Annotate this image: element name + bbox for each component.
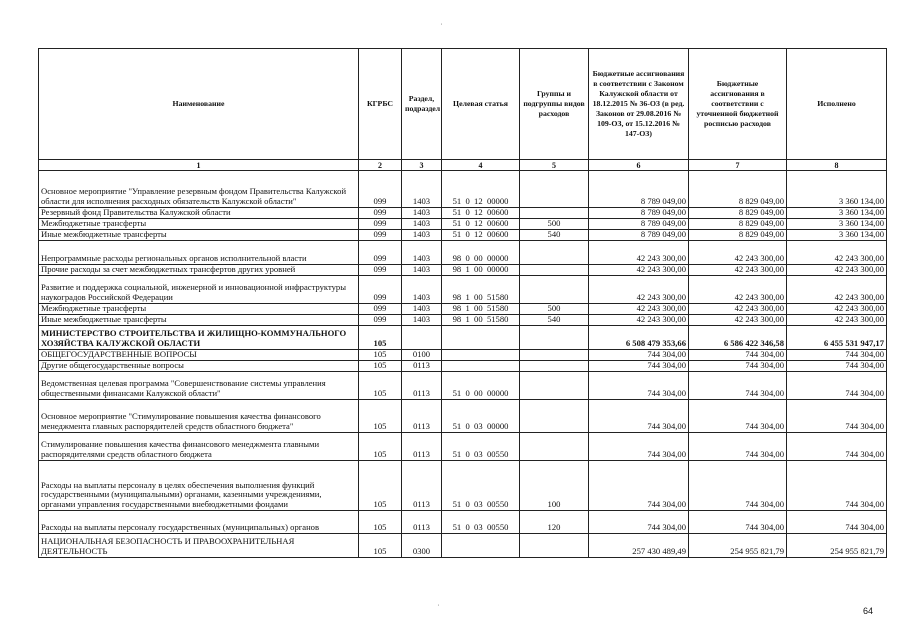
header-row bbox=[39, 49, 887, 160]
row-executed-amount: 42 243 300,00 bbox=[787, 304, 887, 315]
row-executed-amount: 3 360 134,00 bbox=[787, 230, 887, 241]
column-number: 2 bbox=[359, 160, 402, 171]
row-section: 0113 bbox=[402, 361, 442, 372]
row-plan-amount: 42 243 300,00 bbox=[689, 276, 787, 304]
row-target: 51 0 12 00600 bbox=[442, 219, 520, 230]
row-kgrbs: 105 bbox=[359, 326, 402, 350]
row-group bbox=[520, 372, 589, 400]
row-executed-amount: 42 243 300,00 bbox=[787, 276, 887, 304]
row-group: 120 bbox=[520, 511, 589, 534]
row-law-amount: 744 304,00 bbox=[589, 433, 689, 461]
row-group bbox=[520, 361, 589, 372]
row-law-amount: 744 304,00 bbox=[589, 461, 689, 511]
row-target: 98 1 00 51580 bbox=[442, 304, 520, 315]
header-law-appropriation: Бюджетные ассигнования в соответствии с Законом Калужской области от 18.12.2015 № 36-ОЗ (в ред. Законов от 29.08.2016 № 109-ОЗ, от 15.12.2016 № 147-ОЗ) bbox=[589, 49, 689, 160]
row-target bbox=[442, 534, 520, 558]
row-kgrbs: 105 bbox=[359, 461, 402, 511]
row-name: Резервный фонд Правительства Калужской области bbox=[39, 208, 359, 219]
row-executed-amount: 744 304,00 bbox=[787, 361, 887, 372]
table-row bbox=[39, 219, 887, 230]
column-number: 3 bbox=[402, 160, 442, 171]
scan-speck: ˙ bbox=[437, 603, 440, 612]
row-kgrbs: 099 bbox=[359, 208, 402, 219]
row-law-amount: 744 304,00 bbox=[589, 511, 689, 534]
row-group: 500 bbox=[520, 219, 589, 230]
row-group bbox=[520, 171, 589, 208]
table-row bbox=[39, 361, 887, 372]
row-group bbox=[520, 208, 589, 219]
row-plan-amount: 42 243 300,00 bbox=[689, 265, 787, 276]
row-plan-amount: 744 304,00 bbox=[689, 511, 787, 534]
scan-speck: ˙ bbox=[440, 22, 443, 31]
row-name: Ведомственная целевая программа "Совершенствование системы управления общественными финансами Калужской области" bbox=[39, 372, 359, 400]
row-target: 98 0 00 00000 bbox=[442, 241, 520, 265]
row-kgrbs: 105 bbox=[359, 400, 402, 433]
row-group: 100 bbox=[520, 461, 589, 511]
row-name: Другие общегосударственные вопросы bbox=[39, 361, 359, 372]
row-executed-amount: 3 360 134,00 bbox=[787, 219, 887, 230]
row-law-amount: 744 304,00 bbox=[589, 361, 689, 372]
page-number: 64 bbox=[863, 606, 874, 616]
row-executed-amount: 744 304,00 bbox=[787, 511, 887, 534]
row-kgrbs: 105 bbox=[359, 433, 402, 461]
row-name: НАЦИОНАЛЬНАЯ БЕЗОПАСНОСТЬ И ПРАВООХРАНИТЕЛЬНАЯ ДЕЯТЕЛЬНОСТЬ bbox=[39, 534, 359, 558]
row-kgrbs: 099 bbox=[359, 304, 402, 315]
row-law-amount: 8 789 049,00 bbox=[589, 208, 689, 219]
row-plan-amount: 42 243 300,00 bbox=[689, 315, 787, 326]
row-group: 540 bbox=[520, 315, 589, 326]
row-kgrbs: 099 bbox=[359, 241, 402, 265]
table-row bbox=[39, 372, 887, 400]
row-law-amount: 257 430 489,49 bbox=[589, 534, 689, 558]
row-law-amount: 42 243 300,00 bbox=[589, 315, 689, 326]
row-kgrbs: 099 bbox=[359, 315, 402, 326]
row-law-amount: 42 243 300,00 bbox=[589, 241, 689, 265]
header-plan-appropriation: Бюджетные ассигнования в соответствии с уточненной бюджетной росписью расходов bbox=[689, 49, 787, 160]
row-target: 98 1 00 51580 bbox=[442, 276, 520, 304]
row-group: 540 bbox=[520, 230, 589, 241]
row-section: 0100 bbox=[402, 350, 442, 361]
row-target bbox=[442, 350, 520, 361]
row-name: Развитие и поддержка социальной, инженерной и инновационной инфраструктуры наукоградов Российской Федерации bbox=[39, 276, 359, 304]
row-plan-amount: 744 304,00 bbox=[689, 350, 787, 361]
table-row bbox=[39, 241, 887, 265]
row-kgrbs: 105 bbox=[359, 350, 402, 361]
row-section: 0113 bbox=[402, 400, 442, 433]
row-kgrbs: 099 bbox=[359, 171, 402, 208]
row-name: Расходы на выплаты персоналу в целях обеспечения выполнения функций государственными (муниципальными) органами, казенными учреждениями, органами управления государственными внебюджетными фондами bbox=[39, 461, 359, 511]
row-kgrbs: 105 bbox=[359, 361, 402, 372]
table-row bbox=[39, 171, 887, 208]
row-kgrbs: 099 bbox=[359, 219, 402, 230]
header-group: Группы и подгруппы видов расходов bbox=[520, 49, 589, 160]
row-target: 51 0 12 00600 bbox=[442, 208, 520, 219]
row-section: 0300 bbox=[402, 534, 442, 558]
row-executed-amount: 42 243 300,00 bbox=[787, 241, 887, 265]
row-name: Основное мероприятие "Стимулирование повышения качества финансового менеджмента главных распорядителей средств областного бюджета" bbox=[39, 400, 359, 433]
row-executed-amount: 42 243 300,00 bbox=[787, 315, 887, 326]
header-kgrbs: КГРБС bbox=[359, 49, 402, 160]
row-target: 51 0 12 00600 bbox=[442, 230, 520, 241]
row-name: Межбюджетные трансферты bbox=[39, 219, 359, 230]
column-number: 6 bbox=[589, 160, 689, 171]
row-name: Прочие расходы за счет межбюджетных трансфертов других уровней bbox=[39, 265, 359, 276]
column-number: 5 bbox=[520, 160, 589, 171]
row-target: 51 0 00 00000 bbox=[442, 372, 520, 400]
row-plan-amount: 8 829 049,00 bbox=[689, 208, 787, 219]
row-name: Основное мероприятие "Управление резервным фондом Правительства Калужской области для исполнения расходных обязательств Калужской области" bbox=[39, 171, 359, 208]
row-executed-amount: 744 304,00 bbox=[787, 400, 887, 433]
row-executed-amount: 254 955 821,79 bbox=[787, 534, 887, 558]
column-number: 4 bbox=[442, 160, 520, 171]
row-kgrbs: 099 bbox=[359, 276, 402, 304]
row-plan-amount: 744 304,00 bbox=[689, 400, 787, 433]
table-row bbox=[39, 326, 887, 350]
column-number: 1 bbox=[39, 160, 359, 171]
row-name: Иные межбюджетные трансферты bbox=[39, 230, 359, 241]
row-law-amount: 744 304,00 bbox=[589, 400, 689, 433]
row-name: Иные межбюджетные трансферты bbox=[39, 315, 359, 326]
row-target: 51 0 03 00550 bbox=[442, 511, 520, 534]
row-name: Стимулирование повышения качества финансового менеджмента главными распорядителями средств областного бюджета bbox=[39, 433, 359, 461]
table-row bbox=[39, 433, 887, 461]
header-executed: Исполнено bbox=[787, 49, 887, 160]
row-section: 1403 bbox=[402, 219, 442, 230]
row-law-amount: 42 243 300,00 bbox=[589, 265, 689, 276]
row-target bbox=[442, 326, 520, 350]
row-kgrbs: 105 bbox=[359, 511, 402, 534]
table-row bbox=[39, 304, 887, 315]
table-row bbox=[39, 265, 887, 276]
row-section: 1403 bbox=[402, 265, 442, 276]
row-section: 1403 bbox=[402, 315, 442, 326]
row-section: 1403 bbox=[402, 276, 442, 304]
row-section: 1403 bbox=[402, 208, 442, 219]
row-group bbox=[520, 276, 589, 304]
row-plan-amount: 42 243 300,00 bbox=[689, 304, 787, 315]
row-group bbox=[520, 350, 589, 361]
row-law-amount: 744 304,00 bbox=[589, 372, 689, 400]
row-group: 500 bbox=[520, 304, 589, 315]
row-group bbox=[520, 326, 589, 350]
table-row bbox=[39, 276, 887, 304]
row-plan-amount: 6 586 422 346,58 bbox=[689, 326, 787, 350]
row-executed-amount: 3 360 134,00 bbox=[787, 208, 887, 219]
table-row bbox=[39, 400, 887, 433]
row-kgrbs: 105 bbox=[359, 534, 402, 558]
row-plan-amount: 254 955 821,79 bbox=[689, 534, 787, 558]
row-section bbox=[402, 326, 442, 350]
row-section: 0113 bbox=[402, 433, 442, 461]
row-group bbox=[520, 241, 589, 265]
row-plan-amount: 8 829 049,00 bbox=[689, 219, 787, 230]
row-group bbox=[520, 433, 589, 461]
column-number-row bbox=[39, 160, 887, 171]
budget-table bbox=[38, 48, 887, 558]
row-target: 98 1 00 00000 bbox=[442, 265, 520, 276]
row-law-amount: 42 243 300,00 bbox=[589, 304, 689, 315]
row-kgrbs: 099 bbox=[359, 230, 402, 241]
row-section: 1403 bbox=[402, 241, 442, 265]
table-row bbox=[39, 315, 887, 326]
row-target: 51 0 12 00000 bbox=[442, 171, 520, 208]
row-target bbox=[442, 361, 520, 372]
row-kgrbs: 099 bbox=[359, 265, 402, 276]
row-group bbox=[520, 534, 589, 558]
row-target: 98 1 00 51580 bbox=[442, 315, 520, 326]
row-name: МИНИСТЕРСТВО СТРОИТЕЛЬСТВА И ЖИЛИЩНО-КОММУНАЛЬНОГО ХОЗЯЙСТВА КАЛУЖСКОЙ ОБЛАСТИ bbox=[39, 326, 359, 350]
row-name: Расходы на выплаты персоналу государственных (муниципальных) органов bbox=[39, 511, 359, 534]
header-section: Раздел, подраздел bbox=[402, 49, 442, 160]
row-plan-amount: 42 243 300,00 bbox=[689, 241, 787, 265]
row-section: 1403 bbox=[402, 171, 442, 208]
column-number: 7 bbox=[689, 160, 787, 171]
row-plan-amount: 8 829 049,00 bbox=[689, 230, 787, 241]
row-kgrbs: 105 bbox=[359, 372, 402, 400]
table-row bbox=[39, 350, 887, 361]
row-section: 0113 bbox=[402, 461, 442, 511]
row-plan-amount: 744 304,00 bbox=[689, 361, 787, 372]
row-executed-amount: 744 304,00 bbox=[787, 372, 887, 400]
row-executed-amount: 744 304,00 bbox=[787, 433, 887, 461]
row-group bbox=[520, 265, 589, 276]
row-executed-amount: 744 304,00 bbox=[787, 461, 887, 511]
row-name: ОБЩЕГОСУДАРСТВЕННЫЕ ВОПРОСЫ bbox=[39, 350, 359, 361]
row-executed-amount: 744 304,00 bbox=[787, 350, 887, 361]
table-row bbox=[39, 511, 887, 534]
row-section: 0113 bbox=[402, 511, 442, 534]
row-law-amount: 6 508 479 353,66 bbox=[589, 326, 689, 350]
row-law-amount: 8 789 049,00 bbox=[589, 219, 689, 230]
row-plan-amount: 744 304,00 bbox=[689, 372, 787, 400]
row-plan-amount: 744 304,00 bbox=[689, 461, 787, 511]
row-name: Непрограммные расходы региональных органов исполнительной власти bbox=[39, 241, 359, 265]
row-law-amount: 8 789 049,00 bbox=[589, 171, 689, 208]
row-target: 51 0 03 00000 bbox=[442, 400, 520, 433]
row-section: 1403 bbox=[402, 230, 442, 241]
column-number: 8 bbox=[787, 160, 887, 171]
table-row bbox=[39, 461, 887, 511]
row-section: 0113 bbox=[402, 372, 442, 400]
row-law-amount: 8 789 049,00 bbox=[589, 230, 689, 241]
row-executed-amount: 3 360 134,00 bbox=[787, 171, 887, 208]
row-plan-amount: 744 304,00 bbox=[689, 433, 787, 461]
header-name: Наименование bbox=[39, 49, 359, 160]
row-target: 51 0 03 00550 bbox=[442, 461, 520, 511]
row-section: 1403 bbox=[402, 304, 442, 315]
table-row bbox=[39, 208, 887, 219]
header-target: Целевая статья bbox=[442, 49, 520, 160]
row-law-amount: 744 304,00 bbox=[589, 350, 689, 361]
row-executed-amount: 6 455 531 947,17 bbox=[787, 326, 887, 350]
table-row bbox=[39, 534, 887, 558]
row-name: Межбюджетные трансферты bbox=[39, 304, 359, 315]
row-plan-amount: 8 829 049,00 bbox=[689, 171, 787, 208]
row-target: 51 0 03 00550 bbox=[442, 433, 520, 461]
row-executed-amount: 42 243 300,00 bbox=[787, 265, 887, 276]
row-group bbox=[520, 400, 589, 433]
row-law-amount: 42 243 300,00 bbox=[589, 276, 689, 304]
table-row bbox=[39, 230, 887, 241]
